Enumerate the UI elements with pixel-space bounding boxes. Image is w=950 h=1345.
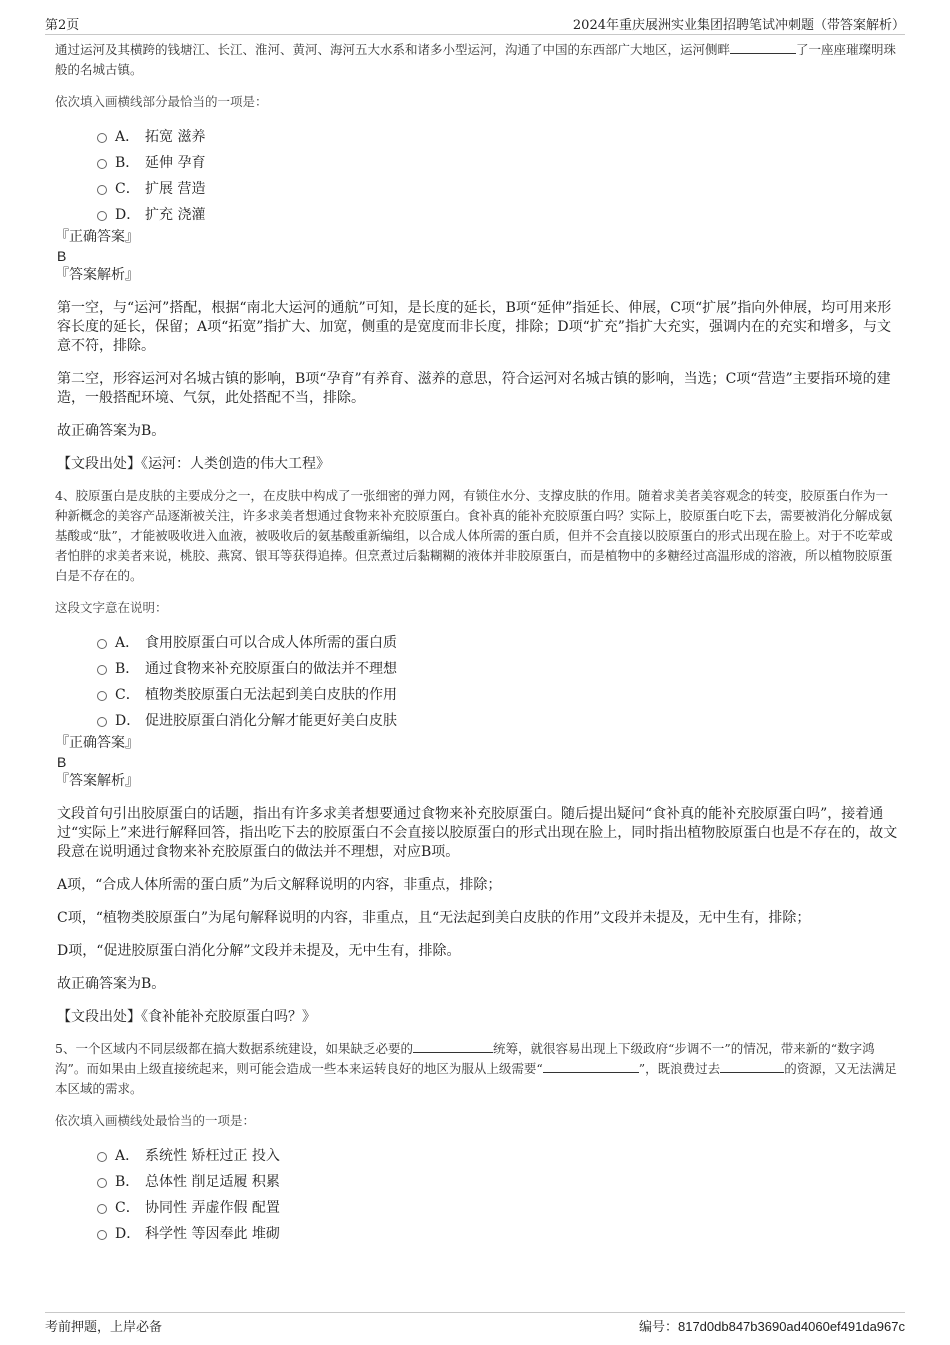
q4-stem: 4、胶原蛋白是皮肤的主要成分之一，在皮肤中构成了一张细密的弹力网，有锁住水分、支撑皮肤的作用。随着求美者美容观念的转变，胶原蛋白作为一种新概念的美容产品逐渐被关注，许多求美者想通过食物来补充胶原蛋白。食补真的能补充胶原蛋白吗？实际上，胶原蛋白吃下去，需要被消化分解成氨基酸或“肽”，才能被吸收进入血液，被吸收后的氨基酸重新编组，以合成人体所需的蛋白质，但并不会直接以胶原蛋白的形式出现在脸上。对于不吃荤或者怕胖的求美者来说，桃胶、燕窝、银耳等获得追捧。但烹煮过后黏糊糊的液体并非胶原蛋白，而是植物中的多糖经过高温形成的溶液，所以植物胶原蛋白是不存在的。: [55, 488, 893, 583]
q5-option-a[interactable]: A． 系统性 矫枉过正 投入: [95, 1143, 900, 1169]
q3-analysis-1: 第一空，与“运河”搭配，根据“南北大运河的通航”可知，是长度的延长，B项“延伸”指延长、伸展，C项“扩展”指向外伸展，均可用来形容长度的延长，保留；A项“拓宽”指扩大、加宽，侧重的是宽度而非长度，排除；D项“扩充”指扩大充实，强调内在的充实和增多，与文意不符，排除。: [57, 300, 892, 354]
q4-option-b[interactable]: B． 通过食物来补充胶原蛋白的做法并不理想: [95, 656, 900, 682]
radio-icon[interactable]: [97, 665, 107, 675]
q5-option-d[interactable]: D． 科学性 等因奉此 堆砌: [95, 1221, 900, 1247]
q4-analysis-2: A项，“合成人体所需的蛋白质”为后文解释说明的内容，非重点，排除；: [57, 877, 502, 893]
radio-icon[interactable]: [97, 717, 107, 727]
q4-option-d[interactable]: D． 促进胶原蛋白消化分解才能更好美白皮肤: [95, 708, 900, 734]
q4-option-c[interactable]: C． 植物类胶原蛋白无法起到美白皮肤的作用: [95, 682, 900, 708]
q3-source: 【文段出处】《运河：人类创造的伟大工程》: [57, 456, 330, 472]
q4-source: 【文段出处】《食补能补充胶原蛋白吗？》: [57, 1009, 316, 1025]
q5-options: [55, 1143, 900, 1247]
q4-answer: B: [57, 754, 67, 770]
q3-stem: 通过运河及其横跨的钱塘江、长江、淮河、黄河、海河五大水系和诸多小型运河，沟通了中国的东西部广大地区，运河侧畔 了一座座璀璨明珠般的名城古镇。: [55, 42, 897, 77]
radio-icon[interactable]: [97, 639, 107, 649]
footer-slogan: 考前押题，上岸必备: [45, 1320, 163, 1335]
radio-icon[interactable]: [97, 185, 107, 195]
q3-option-a[interactable]: A． 拓宽 滋养: [95, 124, 900, 150]
q3-option-c[interactable]: C． 扩展 营造: [95, 176, 900, 202]
q4-prompt: 这段文字意在说明：: [55, 600, 168, 615]
q3-option-b[interactable]: B． 延伸 孕育: [95, 150, 900, 176]
q4-option-a[interactable]: A． 食用胶原蛋白可以合成人体所需的蛋白质: [95, 630, 900, 656]
footer-code: 编号：817d0db847b3690ad4060ef491da967c: [638, 1319, 905, 1335]
q4-analysis-1: 文段首句引出胶原蛋白的话题，指出有许多求美者想要通过食物来补充胶原蛋白。随后提出疑问“食补真的能补充胶原蛋白吗”，接着通过“实际上”来进行解释回答，指出吃下去的胶原蛋白不会直接以胶原蛋白的形式出现在脸上，同时指出植物胶原蛋白也是不存在的，故文段意在说明通过食物来补充胶原蛋白的做法并不理想，对应B项。: [57, 806, 898, 860]
radio-icon[interactable]: [97, 1178, 107, 1188]
q5-stem: 5、一个区域内不同层级都在搞大数据系统建设，如果缺乏必要的 统筹，就很容易出现上下级政府“步调不一”的情况，带来新的“数字鸿沟”。而如果由上级直接统起来，则可能会造成一些本来运转良好的地区为服从上级需要“ ”，既浪费过去 的资源，又无法满足本区域的需求。: [55, 1041, 897, 1096]
q3-analysis-2: 第二空，形容运河对名城古镇的影响，B项“孕育”有养育、滋养的意思，符合运河对名城古镇的影响，当选；C项“营造”主要指环境的建造，一般搭配环境、气氛，此处搭配不当，排除。: [57, 371, 891, 406]
q5-option-c[interactable]: C． 协同性 弄虚作假 配置: [95, 1195, 900, 1221]
q4-answer-label: 『正确答案』: [55, 735, 139, 751]
page-number: 第2页: [45, 18, 80, 33]
q5-blank-1: [413, 1040, 493, 1053]
q3-analysis-label: 『答案解析』: [55, 267, 139, 283]
q4-analysis-5: 故正确答案为B。: [57, 976, 166, 992]
q4-analysis-4: D项，“促进胶原蛋白消化分解”文段并未提及，无中生有，排除。: [57, 943, 461, 959]
q4-options: [55, 630, 900, 734]
page-footer: [45, 1312, 905, 1335]
radio-icon[interactable]: [97, 691, 107, 701]
q5-option-b[interactable]: B． 总体性 削足适履 积累: [95, 1169, 900, 1195]
q3-analysis-3: 故正确答案为B。: [57, 423, 166, 439]
q3-answer: B: [57, 248, 67, 264]
q5-prompt: 依次填入画横线处最恰当的一项是：: [55, 1113, 256, 1128]
q5-blank-3: [720, 1060, 784, 1073]
page-header: [45, 12, 905, 35]
q3-blank-1: [730, 41, 796, 54]
radio-icon[interactable]: [97, 1204, 107, 1214]
radio-icon[interactable]: [97, 211, 107, 221]
q3-prompt: 依次填入画横线部分最恰当的一项是：: [55, 94, 268, 109]
q4-analysis-label: 『答案解析』: [55, 773, 139, 789]
q3-options: [55, 124, 900, 228]
page-content: [55, 40, 900, 1247]
radio-icon[interactable]: [97, 159, 107, 169]
q3-answer-label: 『正确答案』: [55, 229, 139, 245]
q3-option-d[interactable]: D． 扩充 浇灌: [95, 202, 900, 228]
q5-blank-2: [543, 1060, 639, 1073]
q4-analysis-3: C项，“植物类胶原蛋白”为尾句解释说明的内容，非重点，且“无法起到美白皮肤的作用”文段并未提及，无中生有，排除；: [57, 910, 811, 926]
document-title: 2024年重庆展洲实业集团招聘笔试冲刺题（带答案解析）: [572, 18, 905, 33]
radio-icon[interactable]: [97, 1230, 107, 1240]
radio-icon[interactable]: [97, 1152, 107, 1162]
radio-icon[interactable]: [97, 133, 107, 143]
